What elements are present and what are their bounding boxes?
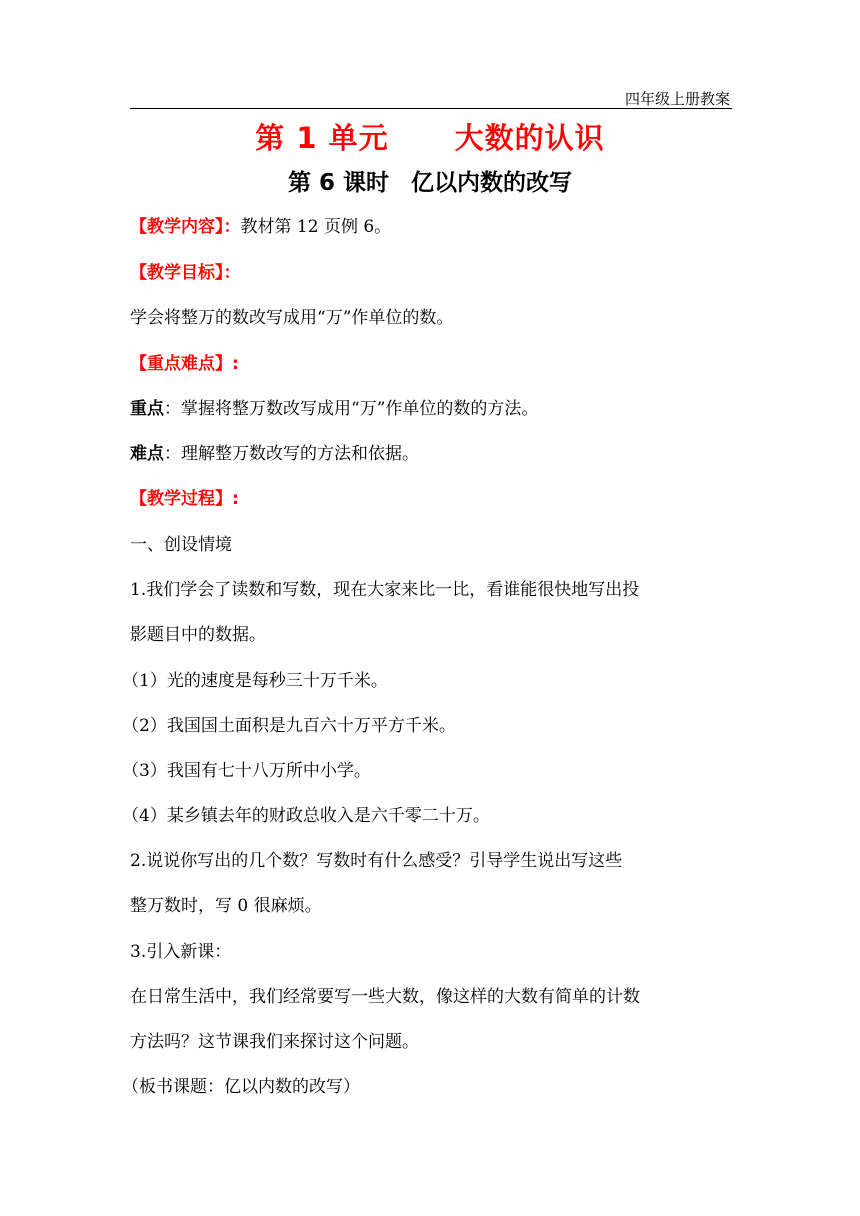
focus-line	[130, 394, 740, 419]
difficulty-label: 难点	[130, 444, 164, 464]
step-3: 3.引入新课：	[130, 942, 232, 962]
list-item: （4）某乡镇去年的财政总收入是六千零二十万。	[122, 806, 490, 826]
step-2-line-2: 整万数时，写 0 很麻烦。	[130, 896, 322, 916]
header-text: 四年级上册教案	[624, 90, 730, 108]
objectives-label: 【教学目标】：	[130, 263, 241, 283]
list-item: （3）我国有七十八万所中小学。	[122, 761, 371, 781]
key-points-label: 【重点难点】:	[130, 354, 239, 374]
focus-label: 重点	[130, 399, 164, 419]
objectives-text: 学会将整万的数改写成用“万”作单位的数。	[130, 308, 454, 328]
intro-line-2: 方法吗？这节课我们来探讨这个问题。	[130, 1032, 419, 1052]
unit-topic: 大数的认识	[454, 121, 605, 155]
content-text: 教材第 12 页例 6。	[240, 217, 392, 237]
list-item: （2）我国国土面积是九百六十万平方千米。	[122, 716, 456, 736]
focus-text: ：掌握将整万数改写成用“万”作单位的数的方法。	[164, 399, 539, 419]
content-line	[130, 212, 740, 237]
difficulty-line	[130, 439, 740, 464]
step-1-line-1: 1.我们学会了读数和写数，现在大家来比一比，看谁能很快地写出投	[130, 580, 640, 600]
lesson-title	[0, 164, 860, 197]
intro-line-1: 在日常生活中，我们经常要写一些大数，像这样的大数有简单的计数	[130, 987, 640, 1007]
unit-number: 第 1 单元	[255, 121, 389, 155]
difficulty-text: ：理解整万数改写的方法和依据。	[164, 444, 419, 464]
board-title: （板书课题：亿以内数的改写）	[122, 1077, 360, 1097]
step-1-line-2: 影题目中的数据。	[130, 625, 266, 645]
section-1: 一、创设情境	[130, 535, 232, 555]
lesson-name: 亿以内数的改写	[411, 170, 573, 196]
content-label: 【教学内容】：	[130, 217, 241, 237]
list-item: （1）光的速度是每秒三十万千米。	[122, 671, 388, 691]
header-rule	[130, 108, 732, 109]
step-2-line-1: 2.说说你写出的几个数？写数时有什么感受？引导学生说出写这些	[130, 851, 623, 871]
unit-title	[0, 116, 860, 157]
lesson-number: 第 6 课时	[287, 170, 390, 196]
process-label: 【教学过程】:	[130, 489, 239, 509]
